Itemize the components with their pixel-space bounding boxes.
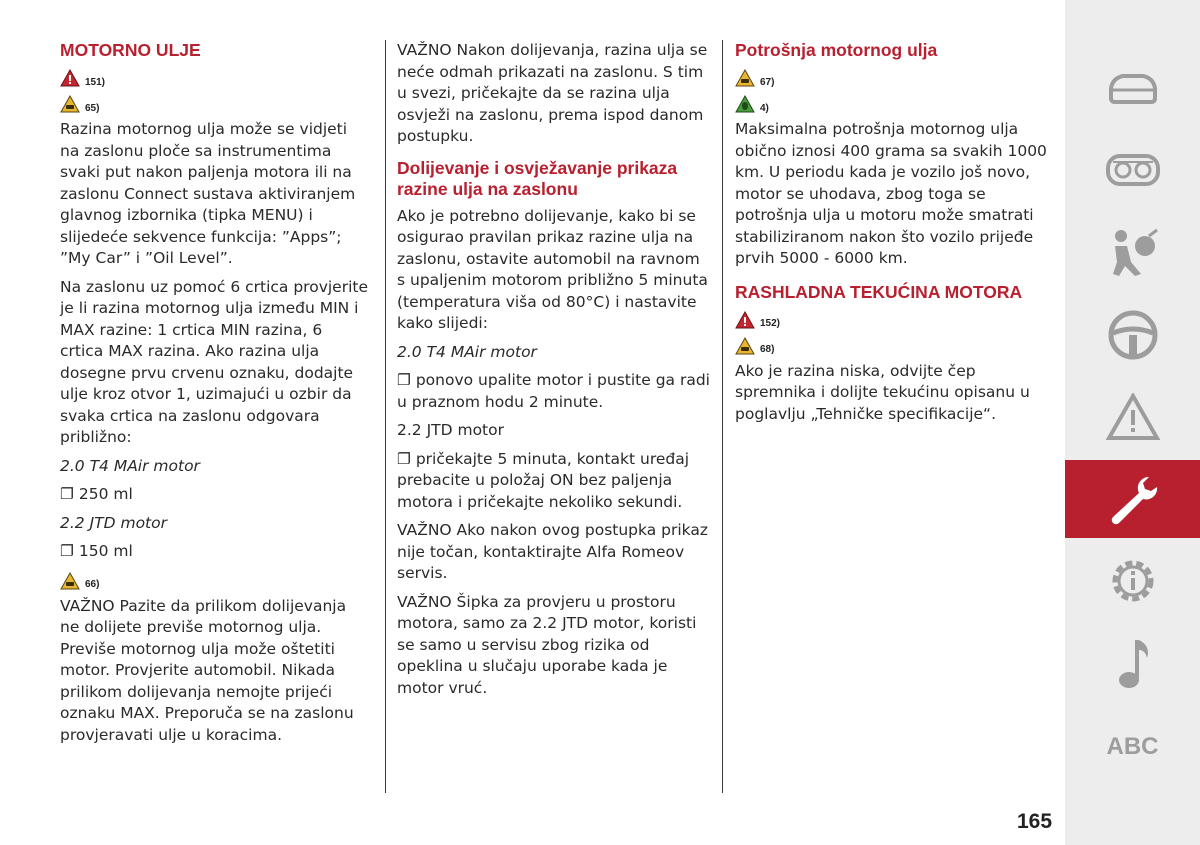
environment-note	[735, 93, 1050, 115]
bullet-text: ponovo upalite motor i pustite ga radi u praznom hodu 2 minute.	[397, 371, 710, 411]
paragraph: VAŽNO Ako nakon ovog postupka prikaz nije točan, kontaktirajte Alfa Romeov servis.	[397, 521, 708, 582]
engine-label: 2.2 JTD motor	[397, 421, 504, 439]
note-ref: 68)	[760, 344, 775, 355]
note-ref: 151)	[85, 76, 106, 88]
caution-car-icon	[735, 337, 755, 355]
note-ref: 152)	[760, 318, 781, 329]
caution-note	[60, 93, 370, 115]
section-heading-potrosnja: Potrošnja motornog ulja	[735, 40, 938, 60]
caution-note	[735, 335, 1050, 357]
checkbox-bullet-icon: ❐	[397, 371, 411, 389]
paragraph: VAŽNO Šipka za provjeru u prostoru motora, samo za 2.2 JTD motor, koristi se samo u servisu zbog rizika od opeklina u slučaju uporabe kada je motor vruć.	[397, 592, 697, 697]
column-1	[60, 40, 370, 753]
chapter-tab-emergency[interactable]	[1065, 387, 1200, 447]
caution-note	[60, 570, 370, 592]
checkbox-bullet-icon: ❐	[60, 542, 74, 560]
chapter-tab-multimedia[interactable]	[1065, 632, 1200, 694]
caution-note	[735, 67, 1050, 89]
chapter-tab-safety[interactable]	[1065, 222, 1200, 282]
chapter-tab-car[interactable]	[1065, 60, 1200, 120]
paragraph: Ako je potrebno dolijevanje, kako bi se osigurao pravilan prikaz razine ulja na zaslonu, ostavite automobil na ravnom s upaljenim motorom približno 5 minuta (temperatura viša od 80°C) i nastavite kako slijedi:	[397, 206, 708, 332]
bullet-item	[60, 541, 370, 563]
paragraph: Ako je razina niska, odvijte čep spremnika i dolijte tekućinu opisanu u poglavlju „Tehničke specifikacije“.	[735, 361, 1030, 423]
car-icon	[1105, 70, 1161, 110]
chapter-tab-index[interactable]	[1065, 725, 1200, 769]
bullet-text: pričekajte 5 minuta, kontakt uređaj prebacite u položaj ON bez paljenja motora i pričekajte nekoliko sekundi.	[397, 449, 690, 511]
section-heading-dolijevanje: Dolijevanje i osvježavanje prikaza razine ulja na zaslonu	[397, 157, 678, 199]
chapter-tab-technical-data[interactable]	[1065, 550, 1200, 612]
note-ref: 66)	[85, 579, 100, 590]
chapter-tab-maintenance[interactable]	[1065, 460, 1200, 538]
bullet-item	[60, 484, 370, 506]
checkbox-bullet-icon: ❐	[60, 485, 74, 503]
chapter-sidebar	[1065, 0, 1200, 845]
page-number: 165	[1017, 810, 1053, 833]
column-divider	[722, 40, 723, 793]
paragraph: VAŽNO Pazite da prilikom dolijevanja ne dolijete previše motornog ulja. Previše motornog ulja može oštetiti motor. Provjerite automobil. Nikada prilikom dolijevanja nemojte prijeći oznaku MAX. Preporuča se na zaslonu provjeravati ulje u koracima.	[60, 596, 354, 744]
bullet-item	[397, 449, 712, 514]
bullet-item	[397, 370, 712, 413]
music-note-icon	[1113, 636, 1153, 690]
environment-leaf-icon	[735, 95, 755, 113]
caution-car-icon	[60, 572, 80, 590]
paragraph: Razina motornog ulja može se vidjeti na zaslonu ploče sa instrumentima svaki put nakon paljenja motora ili na zaslonu Connect sustava aktiviranjem glavnog izbornika (tipka MENU) i slijedeće sekvence funkcija: ”Apps”; ”My Car” i ”Oil Level”.	[60, 120, 356, 267]
bullet-text: 250 ml	[78, 485, 133, 503]
chapter-tab-dashboard[interactable]	[1065, 140, 1200, 200]
wrench-icon	[1105, 471, 1161, 527]
note-ref: 65)	[85, 102, 100, 114]
danger-triangle-icon	[735, 311, 755, 329]
column-divider	[385, 40, 386, 793]
column-3	[735, 40, 1050, 432]
caution-car-icon	[735, 69, 755, 87]
danger-note	[60, 67, 370, 89]
section-heading-rashladna: RASHLADNA TEKUĆINA MOTORA	[735, 281, 1023, 302]
checkbox-bullet-icon: ❐	[397, 449, 411, 468]
paragraph: Na zaslonu uz pomoć 6 crtica provjerite je li razina motornog ulja između MIN i MAX razine: 1 crtica MIN razina, 6 crtica MAX razina. Ako razina ulja dosegne prvu crvenu oznaku, dodajte ulje kroz otvor 1, uzimajući u ozbir da svaka crtica na zaslonu odgovara približno:	[60, 277, 369, 446]
danger-note	[735, 309, 1050, 331]
engine-label: 2.0 T4 MAir motor	[60, 456, 200, 475]
note-ref: 67)	[760, 76, 775, 88]
paragraph: Maksimalna potrošnja motornog ulja obično iznosi 400 grama sa svakih 1000 km. U periodu kada je vozilo još novo, motor se uhodava, zbog toga se potrošnja ulja u motoru može smatrati stabiliziranom nakon što vozilo prijeđe prvih 5000 - 6000 km.	[735, 120, 1047, 267]
paragraph: VAŽNO Nakon dolijevanja, razina ulja se neće odmah prikazati na zaslonu. S tim u svezi, pričekajte da se razina ulja osvježi na zaslonu, prema ispod danom postupku.	[397, 41, 708, 145]
airbag-person-icon	[1105, 226, 1161, 278]
note-ref: 4)	[760, 102, 769, 114]
column-2	[397, 40, 712, 706]
index-abc-label: ABC	[1106, 733, 1159, 760]
warning-triangle-icon	[1106, 393, 1160, 441]
caution-car-icon	[60, 95, 80, 113]
chapter-tab-driving[interactable]	[1065, 305, 1200, 365]
danger-triangle-icon	[60, 69, 80, 87]
engine-label: 2.0 T4 MAir motor	[397, 342, 537, 361]
section-heading-motorno-ulje: MOTORNO ULJE	[60, 40, 201, 60]
engine-label: 2.2 JTD motor	[60, 513, 167, 532]
bullet-text: 150 ml	[78, 542, 133, 560]
steering-wheel-icon	[1107, 309, 1159, 361]
dashboard-gauges-icon	[1105, 150, 1161, 190]
info-gear-icon	[1106, 554, 1160, 608]
